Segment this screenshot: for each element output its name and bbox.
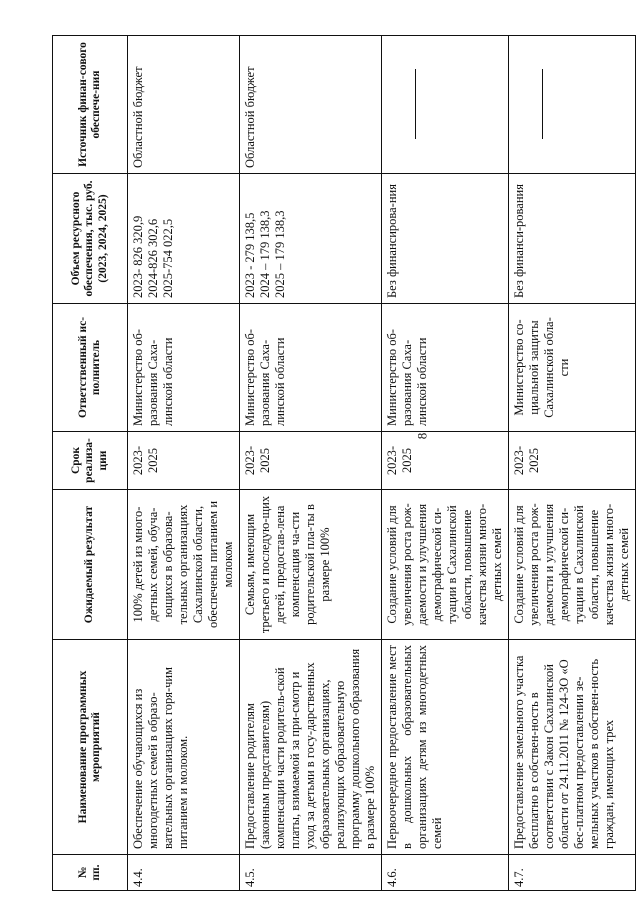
expected-result: Создание условий для увеличения роста рож-даемости и улучшения демографической си-туации в Сахалинской области, повышение качества жизни много-детных семей [509, 490, 636, 640]
funding-source [509, 36, 636, 174]
volume-line: 2023 - 279 138,5 [243, 212, 257, 298]
header-volume: Объем ресурсного обеспечения, тыс. руб. (2023, 2024, 2025) [53, 174, 128, 304]
table-row [509, 36, 636, 891]
program-measures-table [52, 35, 636, 891]
executor: Министерство об-разования Саха-линской области [240, 304, 382, 432]
header-source: Источник финан-сового обеспече-ния [53, 36, 128, 174]
table-row [240, 36, 382, 891]
term: 2023-2025 [128, 432, 240, 490]
dash-mark [542, 70, 543, 140]
term: 2023-2025 [509, 432, 636, 490]
funding-source [382, 36, 509, 174]
measure-name: Обеспечение обучающихся из многодетных семей в образо-вательных организациях горя-чим питанием и молоком. [128, 640, 240, 855]
term: 2023-2025 [382, 432, 509, 490]
measure-name: Первоочередное предоставление мест в дошкольных образовательных организациях детям из многодетных семей [382, 640, 509, 855]
dash-mark [415, 70, 416, 140]
volume-line: 2025-754 022,5 [161, 218, 175, 298]
volume-line: 2023- 826 320,9 [131, 215, 145, 298]
term: 2023-2025 [240, 432, 382, 490]
volume-line: 2024-826 302,6 [146, 218, 160, 298]
expected-result: Создание условий для увеличения роста рож-даемости и улучшения демографической си-туации в Сахалинской области, повышение качества жизни много-детных семей [382, 490, 509, 640]
table-row [128, 36, 240, 891]
funding-source: Областной бюджет [128, 36, 240, 174]
row-number: 4.5. [240, 855, 382, 891]
row-number: 4.7. [509, 855, 636, 891]
header-executor: Ответственный ис-полнитель [53, 304, 128, 432]
funding-volume: Без финанси-рования [509, 174, 636, 304]
page-number: 8 [414, 432, 430, 440]
volume-line: 2024 – 179 138,3 [258, 210, 272, 298]
header-num: № пп. [53, 855, 128, 891]
table-row [382, 36, 509, 891]
executor: Министерство об-разования Саха-линской области [382, 304, 509, 432]
header-term: Срок реализа-ции [53, 432, 128, 490]
expected-result: 100% детей из много-детных семей, обуча-ющихся в образова-тельных организациях Сахалинской области, обеспечены питанием и молоком [128, 490, 240, 640]
table-header-row [53, 36, 128, 891]
program-table-sheet [52, 36, 631, 891]
expected-result: Семьям, имеющим третьего и последую-щих детей, предостав-лена компенсация ча-сти родительской пла-ты в размере 100% [240, 490, 382, 640]
measure-name: Предоставление родителям (законным представителям) компенсации части родитель-ской платы, взимаемой за при-смотр и уход за детьми в госу-дарственных образовательных организациях, реализующих образовательную программу дошкольного образования в размере 100% [240, 640, 382, 855]
funding-volume: Без финансирова-ния [382, 174, 509, 304]
volume-line: 2025 – 179 138,3 [273, 210, 287, 298]
row-number: 4.6. [382, 855, 509, 891]
row-number: 4.4. [128, 855, 240, 891]
executor: Министерство об-разования Саха-линской области [128, 304, 240, 432]
measure-name: Предоставление земельного участка бесплатно в собствен-ность в соответствии с Закон Сахалинской области от 24.11.2011 № 124-ЗО «О бес-платном предоставлении зе-мельных участков в собствен-ность граждан, имеющих трех [509, 640, 636, 855]
funding-source: Областной бюджет [240, 36, 382, 174]
executor: Министерство со-циальной защиты Сахалинской обла-сти [509, 304, 636, 432]
funding-volume [240, 174, 382, 304]
header-result: Ожидаемый результат [53, 490, 128, 640]
funding-volume [128, 174, 240, 304]
header-name: Наименование программных мероприятий [53, 640, 128, 855]
